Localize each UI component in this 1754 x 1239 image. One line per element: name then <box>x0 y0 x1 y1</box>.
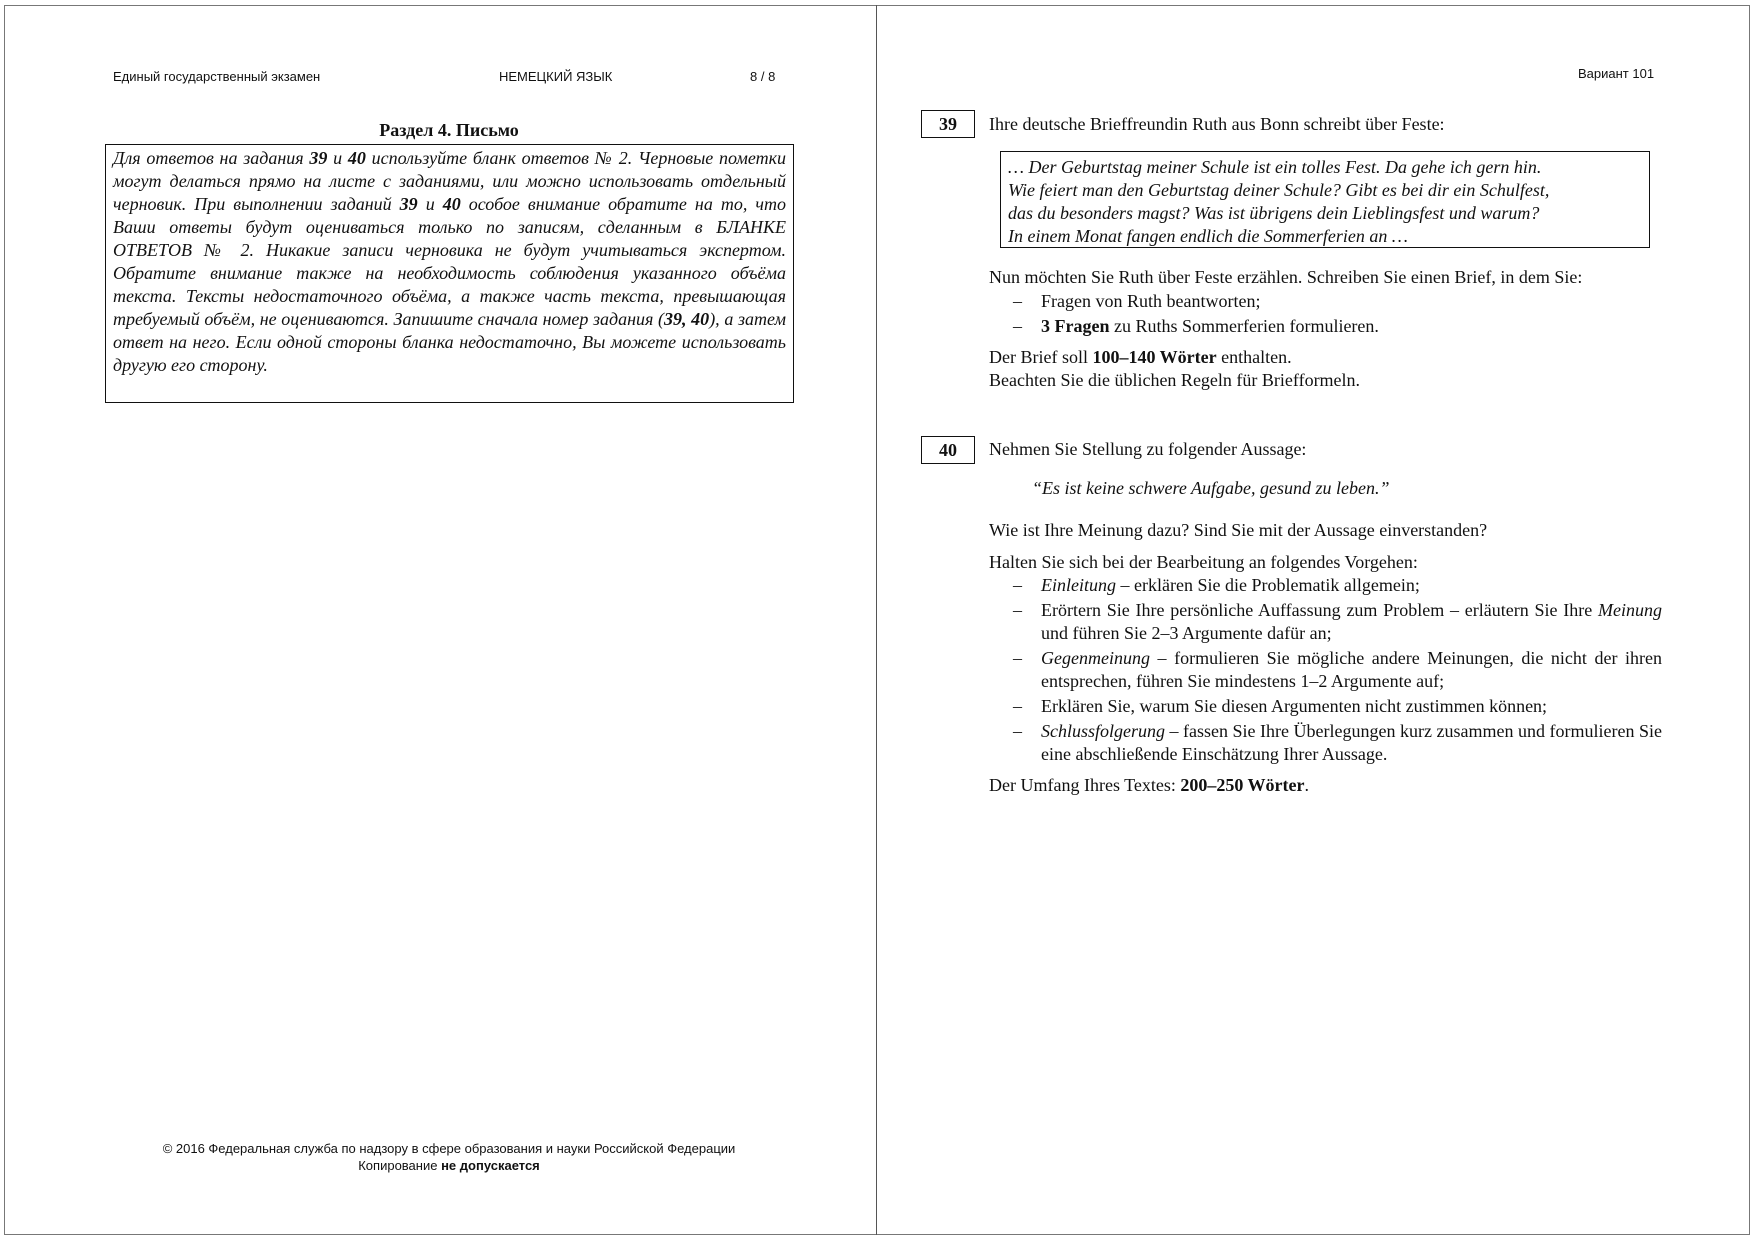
list-item-text: und führen Sie 2–3 Argumente dafür an; <box>1041 623 1332 643</box>
letter-line: In einem Monat fangen endlich die Sommerferien an … <box>1008 226 1408 246</box>
footer-copy-prefix: Копирование <box>358 1158 442 1173</box>
task-40-number: 40 <box>921 436 975 464</box>
list-item-text: zu Ruths Sommerferien formulieren. <box>1109 316 1379 336</box>
task-40-length <box>989 774 1309 797</box>
task-39-intro: Ihre deutsche Brieffreundin Ruth aus Bonn schreibt über Feste: <box>989 114 1445 134</box>
list-item: – Erörtern Sie Ihre persönliche Auffassung zum Problem – erläutern Sie Ihre Meinung und führen Sie 2–3 Argumente dafür an; <box>1013 600 1662 643</box>
task-40-intro: Nehmen Sie Stellung zu folgender Aussage: <box>989 439 1307 459</box>
task-40-length-post: . <box>1304 775 1309 795</box>
instructions-box <box>105 144 794 403</box>
task-39-length-bold: 100–140 Wörter <box>1092 347 1217 367</box>
page-divider <box>876 5 877 1235</box>
task-39-length-pre: Der Brief soll <box>989 347 1093 367</box>
list-item-text: Meinung <box>1598 600 1662 620</box>
task-40-quote: “Es ist keine schwere Aufgabe, gesund zu leben.” <box>1032 478 1390 498</box>
footer-copyright: © 2016 Федеральная служба по надзору в сфере образования и науки Российской Федерации <box>162 1141 736 1156</box>
letter-line: das du besonders magst? Was ist übrigens dein Lieblingsfest und warum? <box>1008 203 1540 223</box>
task-40-question: Wie ist Ihre Meinung dazu? Sind Sie mit der Aussage einverstanden? <box>989 520 1488 540</box>
list-item-text: Fragen von Ruth beantworten; <box>1041 291 1261 311</box>
instructions-text: 39, 40 <box>664 309 710 329</box>
list-item-text: – fassen Sie Ihre Überlegungen kurz zusammen und formulieren Sie eine abschließende Einschätzung Ihrer Aussage. <box>1041 721 1662 764</box>
instructions-text: 39 <box>399 194 418 214</box>
footer-copy-bold: не допускается <box>441 1158 540 1173</box>
list-item: – Schlussfolgerung – fassen Sie Ihre Überlegungen kurz zusammen und formulieren Sie eine abschließende Einschätzung Ihrer Aussage. <box>1013 721 1662 764</box>
list-item-text: Einleitung <box>1041 575 1116 595</box>
list-item: – 3 Fragen zu Ruths Sommerferien formulieren. <box>1013 316 1379 336</box>
letter-line: … Der Geburtstag meiner Schule ist ein tolles Fest. Da gehe ich gern hin. <box>1008 157 1542 177</box>
list-item-text: 3 Fragen <box>1041 316 1110 336</box>
instructions-text: и <box>327 148 348 168</box>
instructions-text: ), а затем ответ на него. Если одной стороны бланка недостаточно, Вы можете использовать другую его сторону. <box>113 309 787 375</box>
task-40-plan-intro: Halten Sie sich bei der Bearbeitung an folgendes Vorgehen: <box>989 552 1418 572</box>
task-39-prompt: Nun möchten Sie Ruth über Feste erzählen. Schreiben Sie einen Brief, in dem Sie: <box>989 267 1583 287</box>
footer-copy-notice <box>104 1158 794 1173</box>
letter-excerpt-box <box>1000 151 1650 248</box>
task-39-requirements <box>1013 290 1662 340</box>
task-40-plan-list <box>1013 574 1662 768</box>
letter-line: Wie feiert man den Geburtstag deiner Schule? Gibt es bei dir ein Schulfest, <box>1008 180 1550 200</box>
instructions-text: 39 <box>309 148 328 168</box>
instructions-text: Для ответов на задания <box>113 148 310 168</box>
section-title: Раздел 4. Письмо <box>379 120 519 140</box>
list-item-text: – formulieren Sie mögliche andere Meinungen, die nicht der ihren entsprechen, führen Sie mindestens 1–2 Argumente auf; <box>1041 648 1662 691</box>
task-40-length-bold: 200–250 Wörter <box>1180 775 1305 795</box>
list-item-text: – erklären Sie die Problematik allgemein; <box>1116 575 1420 595</box>
list-item-text: Erklären Sie, warum Sie diesen Argumenten nicht zustimmen können; <box>1041 696 1548 716</box>
header-subject: НЕМЕЦКИЙ ЯЗЫК <box>499 69 613 84</box>
instructions-text: особое внимание обратите на то, что Ваши ответы будут оцениваться только по записям, сделанным в БЛАНКЕ ОТВЕТОВ № 2. Никакие записи черновика не будут учитываться экспертом. Обратите внимание также на необходимость соблюдения указанного объёма текста. Тексты недостаточного объёма, а также часть текста, превышающая требуемый объём, не оцениваются. Запишите сначала номер задания ( <box>113 194 786 329</box>
variant-label: Вариант 101 <box>1578 66 1655 81</box>
header-exam: Единый государственный экзамен <box>113 69 321 84</box>
list-item-text: Gegenmeinung <box>1041 648 1150 668</box>
task-39-length-post: enthalten. <box>1216 347 1292 367</box>
task-39-rules: Beachten Sie die üblichen Regeln für Briefformeln. <box>989 370 1361 390</box>
instructions-text: 40 <box>347 148 366 168</box>
instructions-text: и <box>417 194 443 214</box>
list-item: – Einleitung – erklären Sie die Problematik allgemein; <box>1013 575 1420 595</box>
task-39-number: 39 <box>921 110 975 138</box>
list-item-text: Erörtern Sie Ihre persönliche Auffassung zum Problem – erläutern Sie Ihre <box>1041 600 1599 620</box>
header-page-number: 8 / 8 <box>750 69 776 84</box>
list-item: – Fragen von Ruth beantworten; <box>1013 291 1261 311</box>
task-39-length <box>989 346 1292 369</box>
list-item: – Gegenmeinung – formulieren Sie mögliche andere Meinungen, die nicht der ihren entsprechen, führen Sie mindestens 1–2 Argumente auf; <box>1013 648 1662 691</box>
list-item-text: Schlussfolgerung <box>1041 721 1165 741</box>
list-item: – Erklären Sie, warum Sie diesen Argumenten nicht zustimmen können; <box>1013 696 1548 716</box>
instructions-text: 40 <box>442 194 461 214</box>
task-40-length-pre: Der Umfang Ihres Textes: <box>989 775 1181 795</box>
instructions-text: используйте бланк ответов № 2. Черновые пометки могут делаться прямо на листе с заданиями, или можно использовать отдельный черновик. При выполнении заданий <box>113 148 786 214</box>
